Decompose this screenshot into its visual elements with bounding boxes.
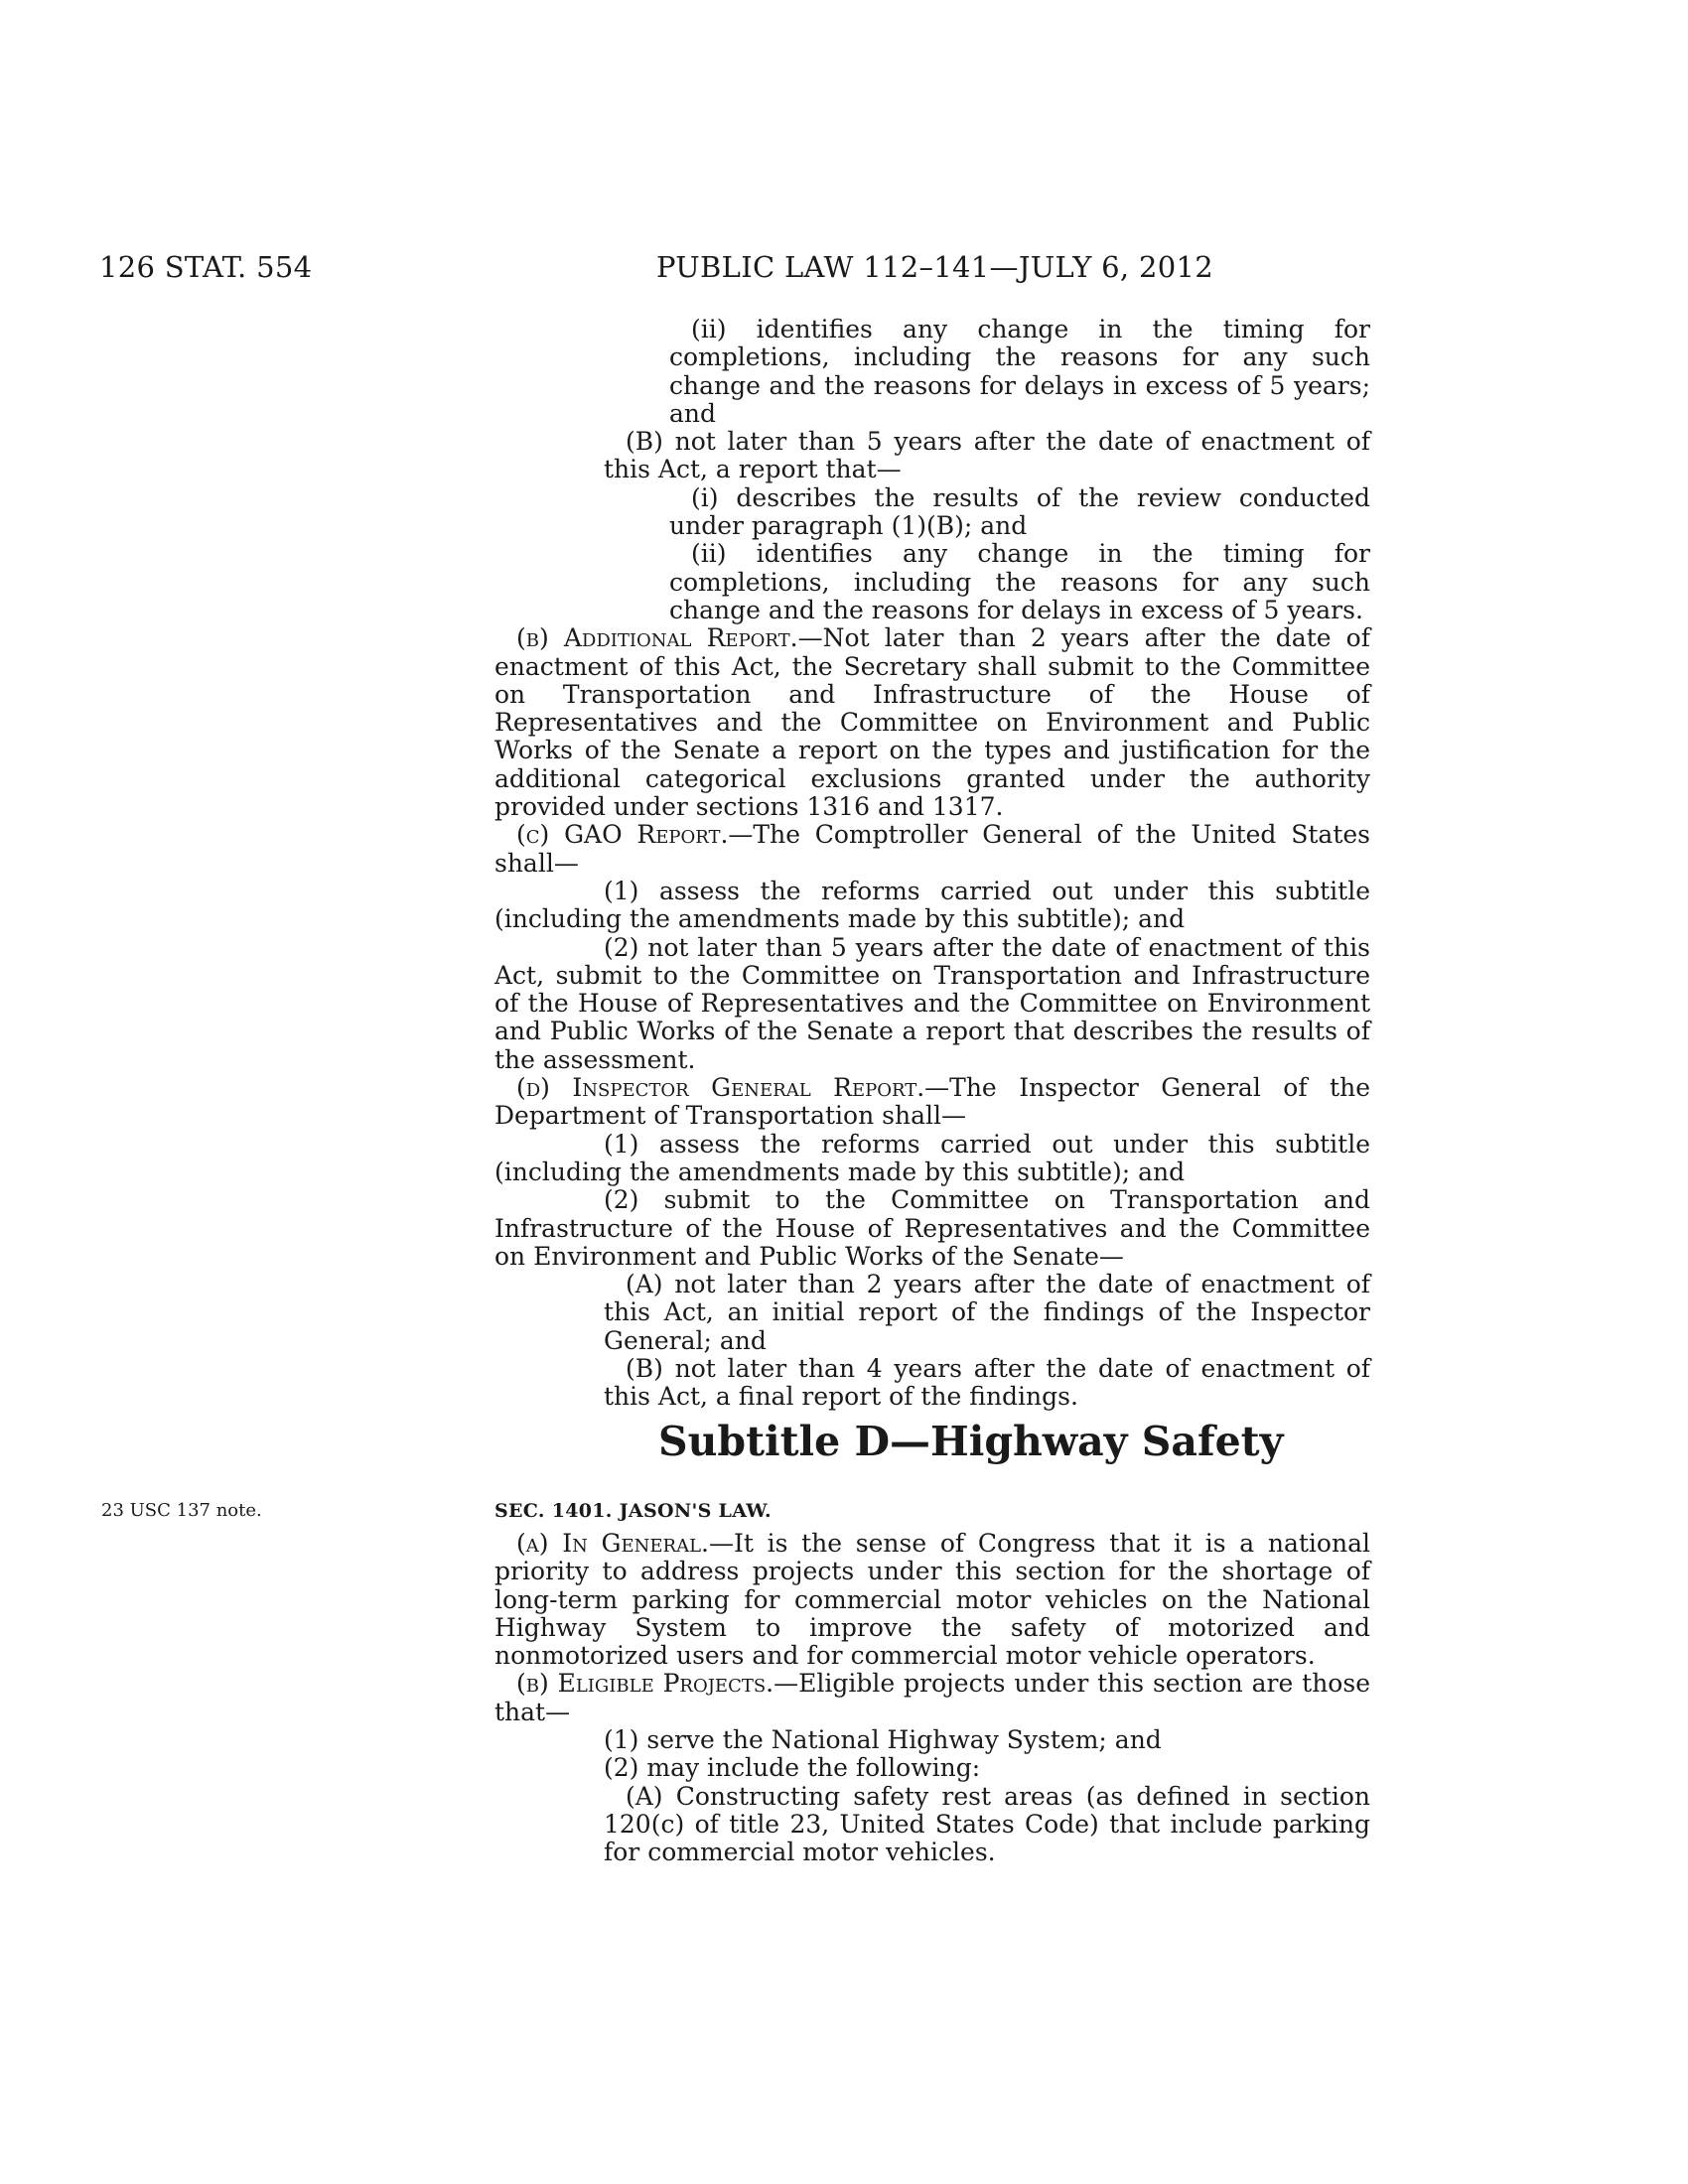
- section-1401-text: [494, 1530, 1370, 1867]
- paragraph-dB: (B) not later than 4 years after the date of enactment of this Act, a final report of the findings.: [604, 1353, 1370, 1412]
- paragraph-ii-timing-2: (ii) identifies any change in the timing for completions, including the reasons for any such change and the reasons for delays in excess of 5 years.: [669, 539, 1370, 624]
- paragraph-bA: (A) Constructing safety rest areas (as defined in section 120(c) of title 23, United States Code) that include parking for commercial motor vehicles.: [604, 1781, 1370, 1867]
- paragraph-d1: (1) assess the reforms carried out under this subtitle (including the amendments made by this subtitle); and: [494, 1129, 1370, 1186]
- main-text-block: [494, 316, 1370, 1412]
- subsection-heading: (b) Additional Report.: [516, 623, 798, 653]
- subsection-text: —Not later than 2 years after the date of enactment of this Act, the Secretary shall submit to the Committee on Transportation and Infrastructure of the House of Representatives and the Committee on Environment and Public Works of the Senate a report on the types and justification for the additional categorical exclusions granted under the authority provided under sections 1316 and 1317.: [494, 623, 1370, 822]
- paragraph-b-additional-report: [494, 624, 1370, 821]
- subsection-heading: (c) GAO Report.: [516, 820, 729, 850]
- paragraph-b-eligible-projects: [494, 1670, 1370, 1726]
- paragraph-d2: (2) submit to the Committee on Transportation and Infrastructure of the House of Representatives and the Committee on Environment and Public Works of the Senate—: [494, 1185, 1370, 1271]
- running-head: PUBLIC LAW 112–141—JULY 6, 2012: [656, 250, 1213, 284]
- paragraph-c2: (2) not later than 5 years after the date of enactment of this Act, submit to the Committee on Transportation and Infrastructure of the House of Representatives and the Committee on Environment and Public Works of the Senate a report that describes the results of the assessment.: [494, 932, 1370, 1074]
- paragraph-ii-timing: [494, 316, 1370, 428]
- margin-note: 23 USC 137 note.: [101, 1500, 262, 1521]
- paragraph-dA: (A) not later than 2 years after the date of enactment of this Act, an initial report of the findings of the Inspector General; and: [604, 1270, 1370, 1355]
- subsection-text: —Eligible projects under this section are those that—: [494, 1669, 1370, 1726]
- paragraph-text: (ii) identifies any change in the timing for completions, including the reasons for any such change and the reasons for delays in excess of 5 years; and: [669, 315, 1370, 428]
- subsection-text: —The Comptroller General of the United States shall—: [494, 820, 1370, 878]
- page-number: 126 STAT. 554: [99, 250, 313, 284]
- paragraph-c1: (1) assess the reforms carried out under this subtitle (including the amendments made by this subtitle); and: [494, 876, 1370, 934]
- subtitle-heading: Subtitle D—Highway Safety: [658, 1418, 1284, 1465]
- subsection-text: —It is the sense of Congress that it is a national priority to address projects under this section for the shortage of long-term parking for commercial motor vehicles on the National Highway System to improve the safety of motorized and nonmotorized users and for commercial motor vehicle operators.: [494, 1529, 1370, 1671]
- paragraph-b2: (2) may include the following:: [604, 1753, 981, 1783]
- subsection-text: —The Inspector General of the Department of Transportation shall—: [494, 1073, 1370, 1131]
- paragraph-d-inspector-general: [494, 1074, 1370, 1131]
- paragraph-c-gao-report: [494, 821, 1370, 878]
- section-heading: SEC. 1401. JASON'S LAW.: [494, 1500, 772, 1522]
- paragraph-B-report: (B) not later than 5 years after the date of enactment of this Act, a report that—: [604, 427, 1370, 484]
- subsection-heading: (a) In General.: [516, 1529, 709, 1558]
- subsection-heading: (d) Inspector General Report.: [516, 1073, 925, 1103]
- paragraph-b1: (1) serve the National Highway System; and: [604, 1725, 1162, 1755]
- paragraph-a-in-general: [494, 1530, 1370, 1670]
- paragraph-i-describes: (i) describes the results of the review conducted under paragraph (1)(B); and: [669, 482, 1370, 541]
- subsection-heading: (b) Eligible Projects.: [516, 1669, 774, 1699]
